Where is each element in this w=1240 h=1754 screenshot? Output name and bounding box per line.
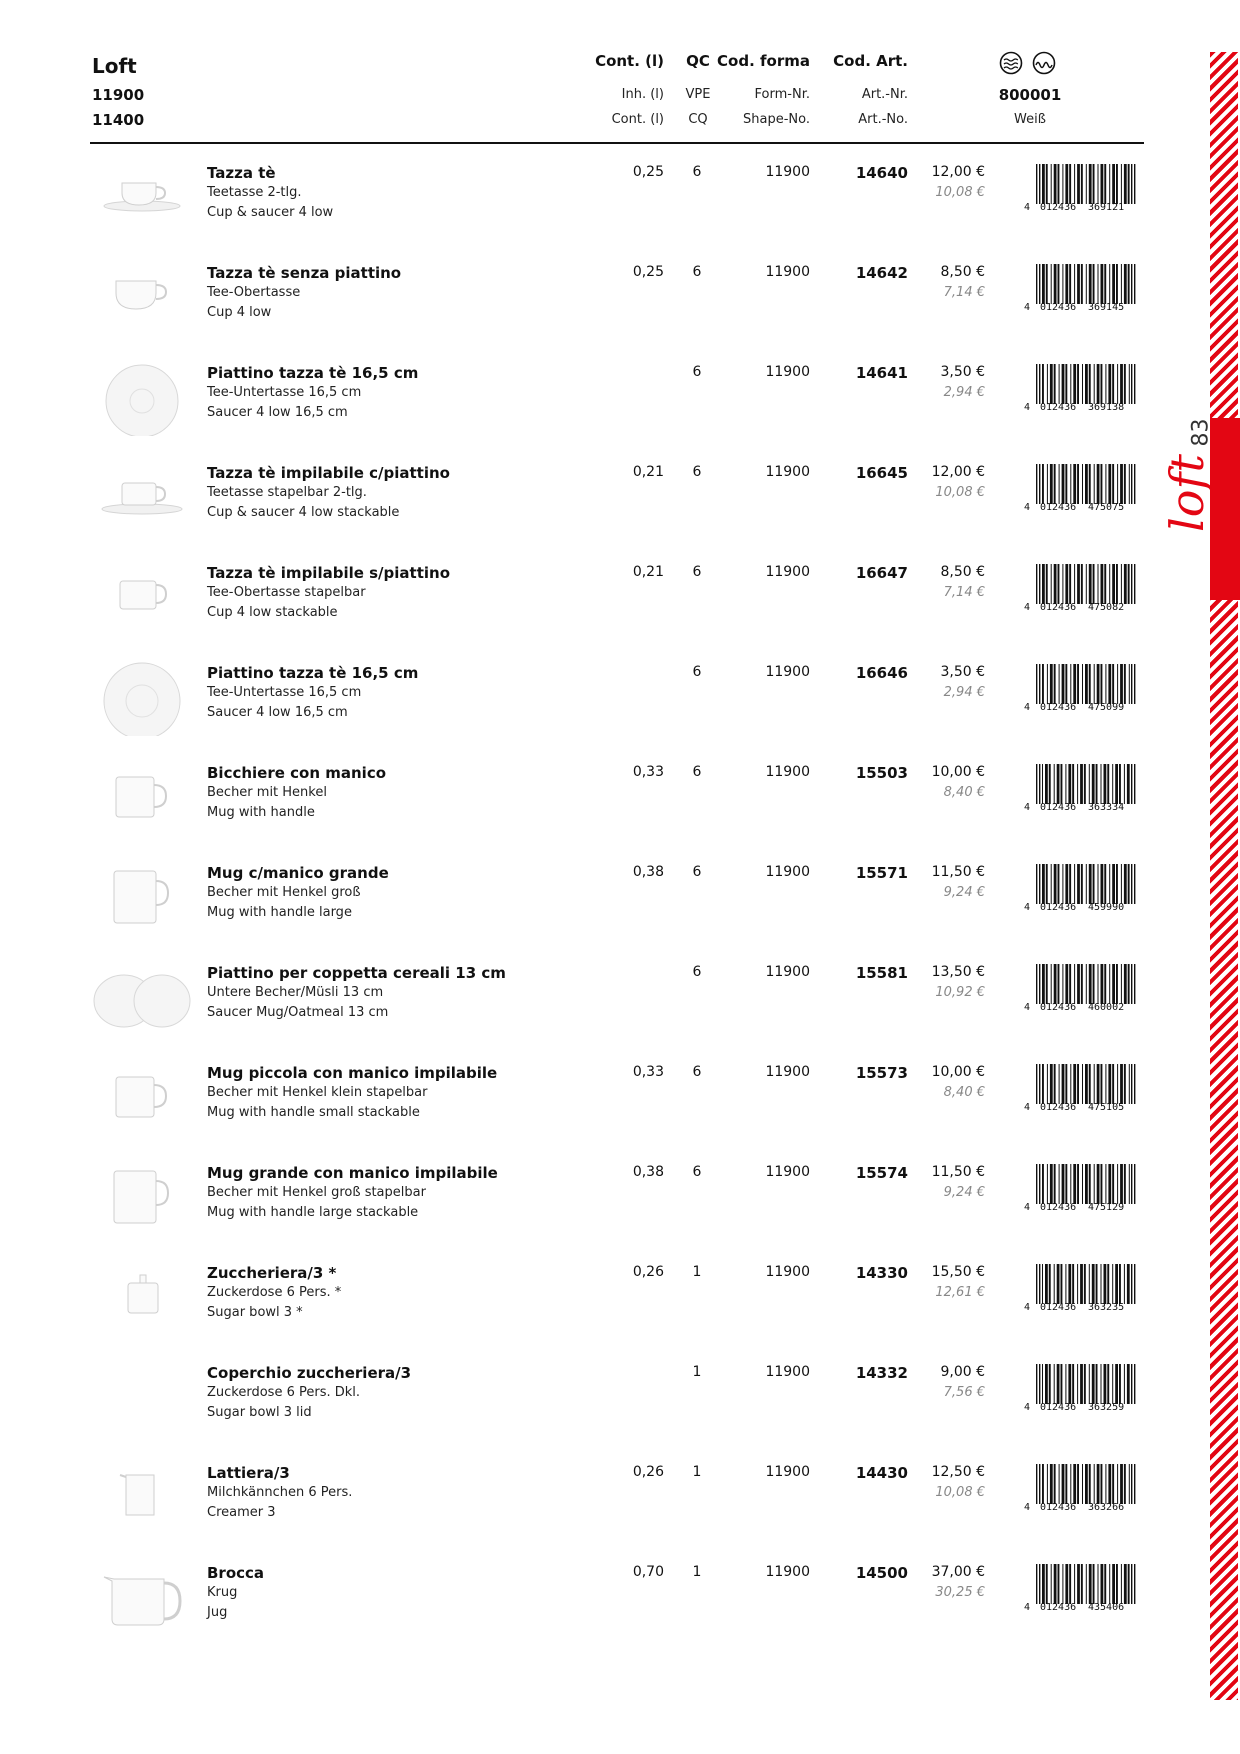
product-content: 0,38: [632, 864, 664, 880]
product-qc: 1: [692, 1264, 702, 1280]
barcode-digits-left: 012436: [1040, 1002, 1077, 1013]
product-shape-no: 11900: [765, 1264, 810, 1280]
product-price: 11,50 €: [931, 864, 985, 880]
barcode: [1024, 264, 1138, 316]
barcode-digits-right: 475129: [1088, 1202, 1125, 1213]
barcode-bars: [1030, 664, 1138, 704]
product-image: [92, 456, 192, 536]
barcode-digit-lead: 4: [1024, 1202, 1031, 1213]
col-form-en: Shape-No.: [743, 112, 810, 127]
barcode-digits-right: 363334: [1088, 802, 1125, 813]
product-row: [0, 364, 1240, 464]
shape-number-1: 11900: [92, 86, 145, 104]
dishwasher-icon: [999, 51, 1023, 75]
product-image: [92, 656, 192, 736]
barcode-digits-right: 369138: [1088, 402, 1125, 413]
product-price: 3,50 €: [940, 664, 985, 680]
product-image: [92, 356, 192, 436]
barcode-digits-left: 012436: [1040, 502, 1077, 513]
product-name-en: Mug with handle large stackable: [207, 1205, 419, 1220]
product-qc: 6: [692, 764, 702, 780]
product-name-it: Tazza tè senza piattino: [207, 264, 402, 282]
barcode: [1024, 1164, 1138, 1216]
product-name-en: Sugar bowl 3 lid: [207, 1405, 312, 1420]
product-image: [92, 856, 192, 936]
barcode-digits-right: 363235: [1088, 1302, 1125, 1313]
product-price-net: 2,94 €: [943, 685, 985, 700]
barcode-digit-lead: 4: [1024, 802, 1031, 813]
product-price: 9,00 €: [940, 1364, 985, 1380]
product-name-de: Tee-Untertasse 16,5 cm: [207, 385, 362, 400]
product-name-de: Zuckerdose 6 Pers. Dkl.: [207, 1385, 361, 1400]
barcode-digit-lead: 4: [1024, 302, 1031, 313]
product-price-net: 10,92 €: [935, 985, 985, 1000]
barcode-digits-left: 012436: [1040, 1502, 1077, 1513]
product-shape-no: 11900: [765, 364, 810, 380]
product-shape-no: 11900: [765, 964, 810, 980]
product-name-it: Bicchiere con manico: [207, 764, 387, 782]
product-image: [92, 756, 192, 836]
barcode-bars: [1030, 264, 1138, 304]
product-name-en: Mug with handle small stackable: [207, 1105, 420, 1120]
barcode-bars: [1030, 864, 1138, 904]
product-art-no: 14332: [855, 1364, 908, 1382]
product-shape-no: 11900: [765, 1564, 810, 1580]
product-art-no: 15503: [855, 764, 908, 782]
product-name-de: Krug: [207, 1585, 238, 1600]
barcode-digits-left: 012436: [1040, 1202, 1077, 1213]
barcode-digit-lead: 4: [1024, 702, 1031, 713]
barcode-digits-left: 012436: [1040, 402, 1077, 413]
product-content: 0,70: [632, 1564, 664, 1580]
microwave-icon: [1032, 51, 1056, 75]
product-price: 8,50 €: [940, 564, 985, 580]
product-name-de: Tee-Untertasse 16,5 cm: [207, 685, 362, 700]
product-image: [92, 1556, 192, 1636]
barcode-digits-left: 012436: [1040, 1102, 1077, 1113]
barcode-bars: [1030, 1164, 1138, 1204]
product-row: [0, 1564, 1240, 1664]
barcode: [1024, 764, 1138, 816]
product-name-it: Piattino per coppetta cereali 13 cm: [207, 964, 506, 982]
product-image: [92, 156, 192, 236]
product-name-en: Jug: [207, 1605, 228, 1620]
product-name-de: Becher mit Henkel: [207, 785, 327, 800]
product-price-net: 8,40 €: [943, 785, 985, 800]
barcode: [1024, 864, 1138, 916]
barcode: [1024, 1564, 1138, 1616]
barcode: [1024, 364, 1138, 416]
barcode: [1024, 564, 1138, 616]
barcode-digits-right: 475075: [1088, 502, 1125, 513]
product-name-de: Tee-Obertasse stapelbar: [207, 585, 366, 600]
product-price: 8,50 €: [940, 264, 985, 280]
decor-code: 800001: [998, 86, 1062, 104]
product-image: [92, 556, 192, 636]
product-shape-no: 11900: [765, 1164, 810, 1180]
side-red-block: [1210, 418, 1240, 600]
product-content: 0,26: [632, 1264, 664, 1280]
product-row: [0, 1364, 1240, 1464]
barcode-digits-right: 475082: [1088, 602, 1125, 613]
barcode: [1024, 964, 1138, 1016]
product-art-no: 14500: [855, 1564, 908, 1582]
barcode-digits-right: 475105: [1088, 1102, 1125, 1113]
barcode-digits-right: 369121: [1088, 202, 1125, 213]
product-art-no: 15581: [855, 964, 908, 982]
product-row: [0, 664, 1240, 764]
product-price-net: 10,08 €: [935, 485, 985, 500]
product-art-no: 16646: [855, 664, 908, 682]
loft-logo: loft: [1159, 454, 1214, 532]
col-cont-en: Cont. (l): [611, 112, 664, 127]
product-name-de: Teetasse 2-tlg.: [207, 185, 302, 200]
product-row: [0, 964, 1240, 1064]
col-qc-en: CQ: [688, 112, 708, 127]
product-image: [92, 1056, 192, 1136]
product-image: [92, 1256, 192, 1336]
side-stripe: [1210, 52, 1238, 1700]
product-qc: 6: [692, 1064, 702, 1080]
product-qc: 6: [692, 164, 702, 180]
barcode-digits-right: 459990: [1088, 902, 1125, 913]
product-price-net: 7,56 €: [943, 1385, 985, 1400]
col-art-it: Cod. Art.: [833, 52, 908, 70]
barcode-digit-lead: 4: [1024, 1302, 1031, 1313]
product-price: 11,50 €: [931, 1164, 985, 1180]
product-qc: 6: [692, 664, 702, 680]
col-art-de: Art.-Nr.: [861, 87, 908, 102]
product-price: 10,00 €: [931, 1064, 985, 1080]
product-name-de: Teetasse stapelbar 2-tlg.: [207, 485, 367, 500]
product-art-no: 15574: [855, 1164, 908, 1182]
product-qc: 6: [692, 1164, 702, 1180]
product-price: 3,50 €: [940, 364, 985, 380]
product-content: 0,21: [632, 464, 664, 480]
product-name-it: Tazza tè: [207, 164, 276, 182]
product-price-net: 9,24 €: [943, 1185, 985, 1200]
product-art-no: 16645: [855, 464, 908, 482]
product-name-it: Coperchio zuccheriera/3: [207, 1364, 412, 1382]
barcode-digit-lead: 4: [1024, 602, 1031, 613]
product-row: [0, 1164, 1240, 1264]
product-price: 12,50 €: [931, 1464, 985, 1480]
product-row: [0, 464, 1240, 564]
product-row: [0, 764, 1240, 864]
product-row: [0, 1464, 1240, 1564]
barcode-digits-left: 012436: [1040, 802, 1077, 813]
barcode-digits-left: 012436: [1040, 202, 1077, 213]
product-qc: 6: [692, 864, 702, 880]
product-price-net: 9,24 €: [943, 885, 985, 900]
barcode-bars: [1030, 1264, 1138, 1304]
product-name-en: Cup 4 low: [207, 305, 272, 320]
barcode-digit-lead: 4: [1024, 1402, 1031, 1413]
header-rule: [90, 142, 1144, 144]
product-content: 0,33: [632, 1064, 664, 1080]
product-art-no: 15571: [855, 864, 908, 882]
product-content: 0,26: [632, 1464, 664, 1480]
product-price: 10,00 €: [931, 764, 985, 780]
product-price: 13,50 €: [931, 964, 985, 980]
product-price-net: 10,08 €: [935, 1485, 985, 1500]
barcode-digit-lead: 4: [1024, 1502, 1031, 1513]
product-name-it: Mug c/manico grande: [207, 864, 389, 882]
col-form-de: Form-Nr.: [754, 87, 810, 102]
product-name-en: Mug with handle: [207, 805, 315, 820]
product-art-no: 14330: [855, 1264, 908, 1282]
barcode-bars: [1030, 764, 1138, 804]
col-qc-it: QC: [686, 52, 710, 70]
product-name-en: Saucer 4 low 16,5 cm: [207, 405, 348, 420]
decor-name: Weiß: [1014, 112, 1046, 127]
barcode: [1024, 1364, 1138, 1416]
product-image: [92, 1456, 192, 1536]
product-name-it: Brocca: [207, 1564, 265, 1582]
product-name-it: Zuccheriera/3 *: [207, 1264, 337, 1282]
barcode-digit-lead: 4: [1024, 1002, 1031, 1013]
product-content: 0,21: [632, 564, 664, 580]
barcode-digits-right: 363266: [1088, 1502, 1125, 1513]
barcode-bars: [1030, 364, 1138, 404]
product-name-de: Milchkännchen 6 Pers.: [207, 1485, 353, 1500]
product-art-no: 14640: [855, 164, 908, 182]
product-art-no: 14642: [855, 264, 908, 282]
product-shape-no: 11900: [765, 1364, 810, 1380]
product-row: [0, 1064, 1240, 1164]
product-name-en: Saucer Mug/Oatmeal 13 cm: [207, 1005, 389, 1020]
barcode-digits-right: 435406: [1088, 1602, 1125, 1613]
product-row: [0, 864, 1240, 964]
product-name-it: Lattiera/3: [207, 1464, 290, 1482]
barcode-digits-right: 460002: [1088, 1002, 1125, 1013]
barcode: [1024, 464, 1138, 516]
product-image: [92, 1356, 192, 1436]
barcode-bars: [1030, 1064, 1138, 1104]
product-name-en: Cup 4 low stackable: [207, 605, 338, 620]
product-price-net: 7,14 €: [943, 285, 985, 300]
product-name-en: Sugar bowl 3 *: [207, 1305, 303, 1320]
barcode-digit-lead: 4: [1024, 1102, 1031, 1113]
product-art-no: 15573: [855, 1064, 908, 1082]
barcode-bars: [1030, 1464, 1138, 1504]
barcode: [1024, 1464, 1138, 1516]
product-row: [0, 1264, 1240, 1364]
product-name-en: Cup & saucer 4 low stackable: [207, 505, 400, 520]
barcode-digits-left: 012436: [1040, 702, 1077, 713]
page-number: 83: [1188, 418, 1214, 447]
barcode: [1024, 164, 1138, 216]
barcode-bars: [1030, 164, 1138, 204]
barcode: [1024, 664, 1138, 716]
product-price: 37,00 €: [931, 1564, 985, 1580]
product-shape-no: 11900: [765, 464, 810, 480]
product-name-en: Mug with handle large: [207, 905, 352, 920]
product-shape-no: 11900: [765, 564, 810, 580]
product-price-net: 12,61 €: [935, 1285, 985, 1300]
barcode-bars: [1030, 1564, 1138, 1604]
product-shape-no: 11900: [765, 1464, 810, 1480]
product-art-no: 16647: [855, 564, 908, 582]
product-qc: 1: [692, 1464, 702, 1480]
barcode: [1024, 1264, 1138, 1316]
barcode-digits-right: 369145: [1088, 302, 1125, 313]
product-name-de: Zuckerdose 6 Pers. *: [207, 1285, 342, 1300]
product-name-it: Piattino tazza tè 16,5 cm: [207, 664, 419, 682]
barcode-digits-right: 475099: [1088, 702, 1125, 713]
barcode-digits-left: 012436: [1040, 1602, 1077, 1613]
col-art-en: Art.-No.: [858, 112, 908, 127]
product-art-no: 14430: [855, 1464, 908, 1482]
product-name-it: Piattino tazza tè 16,5 cm: [207, 364, 419, 382]
product-row: [0, 264, 1240, 364]
collection-title: Loft: [92, 54, 137, 78]
barcode-digit-lead: 4: [1024, 202, 1031, 213]
barcode-bars: [1030, 464, 1138, 504]
product-qc: 6: [692, 364, 702, 380]
product-image: [92, 956, 192, 1036]
barcode-digit-lead: 4: [1024, 902, 1031, 913]
product-shape-no: 11900: [765, 864, 810, 880]
product-art-no: 14641: [855, 364, 908, 382]
product-image: [92, 1156, 192, 1236]
product-name-en: Cup & saucer 4 low: [207, 205, 334, 220]
product-shape-no: 11900: [765, 664, 810, 680]
col-cont-it: Cont. (l): [595, 52, 664, 70]
barcode-digits-right: 363259: [1088, 1402, 1125, 1413]
product-qc: 1: [692, 1364, 702, 1380]
shape-number-2: 11400: [92, 111, 145, 129]
barcode-bars: [1030, 564, 1138, 604]
barcode: [1024, 1064, 1138, 1116]
barcode-digits-left: 012436: [1040, 1402, 1077, 1413]
col-qc-de: VPE: [685, 87, 711, 102]
barcode-bars: [1030, 964, 1138, 1004]
product-qc: 1: [692, 1564, 702, 1580]
product-name-de: Untere Becher/Müsli 13 cm: [207, 985, 384, 1000]
barcode-digits-left: 012436: [1040, 1302, 1077, 1313]
product-price-net: 7,14 €: [943, 585, 985, 600]
product-name-en: Saucer 4 low 16,5 cm: [207, 705, 348, 720]
product-name-de: Tee-Obertasse: [207, 285, 301, 300]
product-name-it: Mug grande con manico impilabile: [207, 1164, 498, 1182]
barcode-digit-lead: 4: [1024, 402, 1031, 413]
barcode-digits-left: 012436: [1040, 302, 1077, 313]
product-price-net: 10,08 €: [935, 185, 985, 200]
product-qc: 6: [692, 464, 702, 480]
product-name-it: Tazza tè impilabile c/piattino: [207, 464, 450, 482]
product-name-de: Becher mit Henkel groß: [207, 885, 361, 900]
product-name-de: Becher mit Henkel groß stapelbar: [207, 1185, 426, 1200]
product-price-net: 30,25 €: [935, 1585, 985, 1600]
product-price: 15,50 €: [931, 1264, 985, 1280]
product-content: 0,38: [632, 1164, 664, 1180]
product-price-net: 8,40 €: [943, 1085, 985, 1100]
product-row: [0, 564, 1240, 664]
product-content: 0,25: [632, 264, 664, 280]
product-qc: 6: [692, 264, 702, 280]
barcode-digit-lead: 4: [1024, 502, 1031, 513]
col-form-it: Cod. forma: [717, 52, 810, 70]
product-row: [0, 164, 1240, 264]
product-qc: 6: [692, 564, 702, 580]
product-shape-no: 11900: [765, 1064, 810, 1080]
product-shape-no: 11900: [765, 164, 810, 180]
col-cont-de: Inh. (l): [621, 87, 664, 102]
product-name-it: Mug piccola con manico impilabile: [207, 1064, 498, 1082]
product-price-net: 2,94 €: [943, 385, 985, 400]
product-name-en: Creamer 3: [207, 1505, 276, 1520]
product-content: 0,33: [632, 764, 664, 780]
product-image: [92, 256, 192, 336]
product-price: 12,00 €: [931, 164, 985, 180]
barcode-bars: [1030, 1364, 1138, 1404]
product-shape-no: 11900: [765, 764, 810, 780]
product-content: 0,25: [632, 164, 664, 180]
product-name-de: Becher mit Henkel klein stapelbar: [207, 1085, 428, 1100]
barcode-digits-left: 012436: [1040, 602, 1077, 613]
product-qc: 6: [692, 964, 702, 980]
product-name-it: Tazza tè impilabile s/piattino: [207, 564, 450, 582]
barcode-digit-lead: 4: [1024, 1602, 1031, 1613]
barcode-digits-left: 012436: [1040, 902, 1077, 913]
product-price: 12,00 €: [931, 464, 985, 480]
product-shape-no: 11900: [765, 264, 810, 280]
